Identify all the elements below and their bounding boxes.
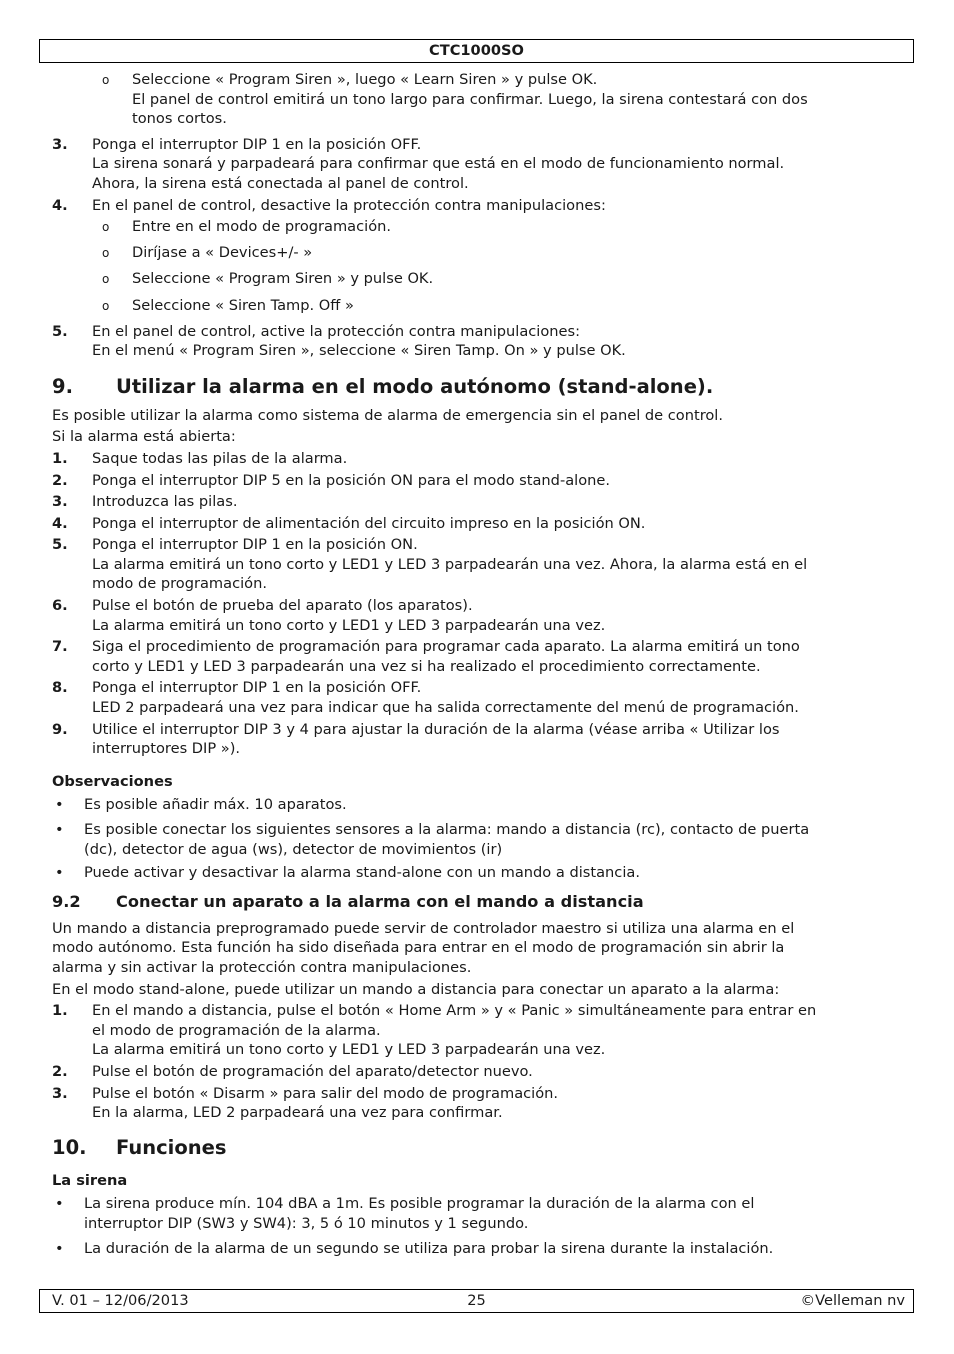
text-line: En el menú « Program Siren », seleccione « Siren Tamp. On » y pulse OK. — [92, 342, 626, 360]
text-line: Utilice el interruptor DIP 3 y 4 para ajustar la duración de la alarma (véase arriba « Utilizar los — [92, 720, 780, 738]
subheading-la-sirena: La sirena — [52, 1171, 128, 1189]
subsection-heading — [52, 891, 904, 913]
text-line: interruptor DIP (SW3 y SW4): 3, 5 ó 10 minutos y 1 segundo. — [84, 1214, 529, 1232]
text-line: Es posible conectar los siguientes sensores a la alarma: mando a distancia (rc), contacto de puerta — [84, 821, 810, 838]
text-line: Seleccione « Siren Tamp. Off » — [132, 296, 354, 314]
numbered-step — [52, 196, 904, 216]
numbered-step — [52, 720, 904, 759]
text-line: La duración de la alarma de un segundo se utiliza para probar la sirena durante la instalación. — [84, 1239, 774, 1257]
bullet-item — [52, 1239, 904, 1259]
text-line: modo autónomo. Esta función ha sido diseñada para entrar en el modo de programación sin abrir la — [52, 939, 785, 957]
section-number: 9. — [52, 374, 73, 398]
numbered-step — [52, 1084, 904, 1123]
numbered-step — [52, 678, 904, 717]
footer-page-number: 25 — [467, 1292, 486, 1309]
text-line: La sirena sonará y parpadeará para confirmar que está en el modo de funcionamiento normal. — [92, 155, 785, 173]
bullet-item — [52, 1194, 904, 1233]
numbered-step — [52, 135, 904, 194]
sub-bullet: o — [102, 73, 110, 87]
text-line: Ponga el interruptor DIP 1 en la posición OFF. — [92, 679, 422, 697]
subheading-observaciones: Observaciones — [52, 772, 173, 790]
text-line: interruptores DIP »). — [92, 740, 241, 758]
step-number: 3. — [52, 1084, 68, 1102]
sub-bullet: o — [102, 272, 110, 287]
text-line: En la alarma, LED 2 parpadeará una vez para confirmar. — [92, 1104, 503, 1122]
bullet-item — [52, 863, 904, 883]
numbered-step — [52, 1001, 904, 1060]
step-number: 4. — [52, 514, 68, 532]
step-number: 8. — [52, 679, 68, 697]
footer-copyright: ©Velleman nv — [800, 1292, 905, 1309]
numbered-step — [52, 637, 904, 676]
section-title: Utilizar la alarma en el modo autónomo (stand-alone). — [116, 374, 714, 398]
text-line: Ponga el interruptor DIP 1 en la posición OFF. — [92, 135, 422, 153]
section-title: Funciones — [116, 1135, 227, 1159]
text-line: El panel de control emitirá un tono largo para confirmar. Luego, la sirena contestará con dos — [132, 90, 808, 108]
footer-version: V. 01 – 12/06/2013 — [52, 1292, 189, 1309]
bullet-item — [52, 795, 904, 815]
text-line: Ponga el interruptor DIP 1 en la posición ON. — [92, 536, 418, 554]
sub-bullet: o — [102, 245, 110, 260]
text-line: alarma y sin activar la protección contra manipulaciones. — [52, 958, 472, 976]
sub-step — [52, 243, 904, 263]
section-heading — [52, 374, 904, 400]
step-number: 1. — [52, 1002, 68, 1020]
sub-step — [52, 269, 904, 289]
step-number: 2. — [52, 1062, 68, 1080]
step-number: 3. — [52, 493, 68, 511]
text-line: modo de programación. — [92, 575, 267, 593]
numbered-step — [52, 514, 904, 534]
text-line: Diríjase a « Devices+/- » — [132, 243, 313, 261]
subsection-number: 9.2 — [52, 891, 81, 911]
sub-bullet: o — [102, 220, 110, 235]
text-line: tonos cortos. — [132, 110, 227, 128]
bullet: • — [55, 796, 64, 814]
text-line: La alarma emitirá un tono corto y LED1 y LED 3 parpadearán una vez. — [92, 616, 606, 634]
text-line: Ponga el interruptor DIP 5 en la posición ON para el modo stand-alone. — [92, 471, 610, 489]
text-line: Es posible añadir máx. 10 aparatos. — [84, 796, 347, 814]
bullet: • — [55, 1195, 64, 1213]
text-line: Entre en el modo de programación. — [132, 218, 392, 236]
step-number: 1. — [52, 449, 68, 467]
text-line: Seleccione « Program Siren », luego « Learn Siren » y pulse OK. — [132, 71, 598, 88]
section-number: 10. — [52, 1135, 87, 1159]
numbered-step — [52, 471, 904, 491]
sub-bullet: o — [102, 298, 110, 313]
text-line: Pulse el botón « Disarm » para salir del modo de programación. — [92, 1084, 559, 1102]
bullet-item — [52, 820, 904, 859]
step-number: 6. — [52, 597, 68, 615]
step-number: 5. — [52, 536, 68, 554]
page-content — [52, 70, 904, 1258]
step-number: 3. — [52, 135, 68, 153]
numbered-step — [52, 492, 904, 512]
text-line: Pulse el botón de prueba del aparato (los aparatos). — [92, 597, 473, 615]
document-model: CTC1000SO — [429, 42, 524, 59]
text-line: Ponga el interruptor de alimentación del circuito impreso en la posición ON. — [92, 514, 646, 532]
sub-step — [52, 296, 904, 316]
sub-step — [52, 217, 904, 237]
bullet: • — [55, 821, 64, 838]
text-line: Puede activar y desactivar la alarma stand-alone con un mando a distancia. — [84, 864, 640, 882]
paragraph — [52, 919, 904, 978]
numbered-step — [52, 322, 904, 361]
paragraph: En el modo stand-alone, puede utilizar un mando a distancia para conectar un aparato a la alarma: — [52, 980, 780, 998]
text-line: En el panel de control, desactive la protección contra manipulaciones: — [92, 196, 606, 214]
text-line: Siga el procedimiento de programación para programar cada aparato. La alarma emitirá un tono — [92, 638, 800, 656]
step-number: 5. — [52, 322, 68, 340]
step-number: 2. — [52, 471, 68, 489]
paragraph: Si la alarma está abierta: — [52, 428, 236, 446]
sub-step — [52, 70, 904, 129]
step-number: 7. — [52, 638, 68, 656]
page-header — [39, 39, 914, 63]
text-line: La alarma emitirá un tono corto y LED1 y LED 3 parpadearán una vez. Ahora, la alarma está en el — [92, 555, 808, 573]
numbered-step — [52, 535, 904, 594]
step-number: 9. — [52, 720, 68, 738]
bullet: • — [55, 1239, 64, 1257]
text-line: La alarma emitirá un tono corto y LED1 y LED 3 parpadearán una vez. — [92, 1041, 606, 1059]
page-footer — [39, 1289, 914, 1313]
text-line: Pulse el botón de programación del aparato/detector nuevo. — [92, 1062, 533, 1080]
bullet: • — [55, 864, 64, 882]
numbered-step — [52, 596, 904, 635]
text-line: el modo de programación de la alarma. — [92, 1021, 381, 1039]
text-line: En el panel de control, active la protección contra manipulaciones: — [92, 322, 581, 340]
subsection-title: Conectar un aparato a la alarma con el mando a distancia — [116, 891, 644, 911]
numbered-step — [52, 1062, 904, 1082]
step-number: 4. — [52, 196, 68, 214]
text-line: La sirena produce mín. 104 dBA a 1m. Es posible programar la duración de la alarma con el — [84, 1195, 755, 1213]
text-line: Ahora, la sirena está conectada al panel de control. — [92, 174, 469, 192]
text-line: Un mando a distancia preprogramado puede servir de controlador maestro si utiliza una alarma en el — [52, 919, 795, 937]
text-line: LED 2 parpadeará una vez para indicar que ha salida correctamente del menú de programación. — [92, 699, 799, 717]
text-line: (dc), detector de agua (ws), detector de movimientos (ir) — [84, 840, 503, 858]
paragraph: Es posible utilizar la alarma como sistema de alarma de emergencia sin el panel de control. — [52, 406, 724, 424]
text-line: Introduzca las pilas. — [92, 493, 238, 511]
text-line: Seleccione « Program Siren » y pulse OK. — [132, 270, 434, 288]
text-line: corto y LED1 y LED 3 parpadearán una vez si ha realizado el procedimiento correctamente. — [92, 657, 761, 675]
section-heading — [52, 1135, 904, 1161]
text-line: En el mando a distancia, pulse el botón « Home Arm » y « Panic » simultáneamente para entrar en — [92, 1002, 817, 1020]
numbered-step — [52, 449, 904, 469]
text-line: Saque todas las pilas de la alarma. — [92, 449, 348, 467]
